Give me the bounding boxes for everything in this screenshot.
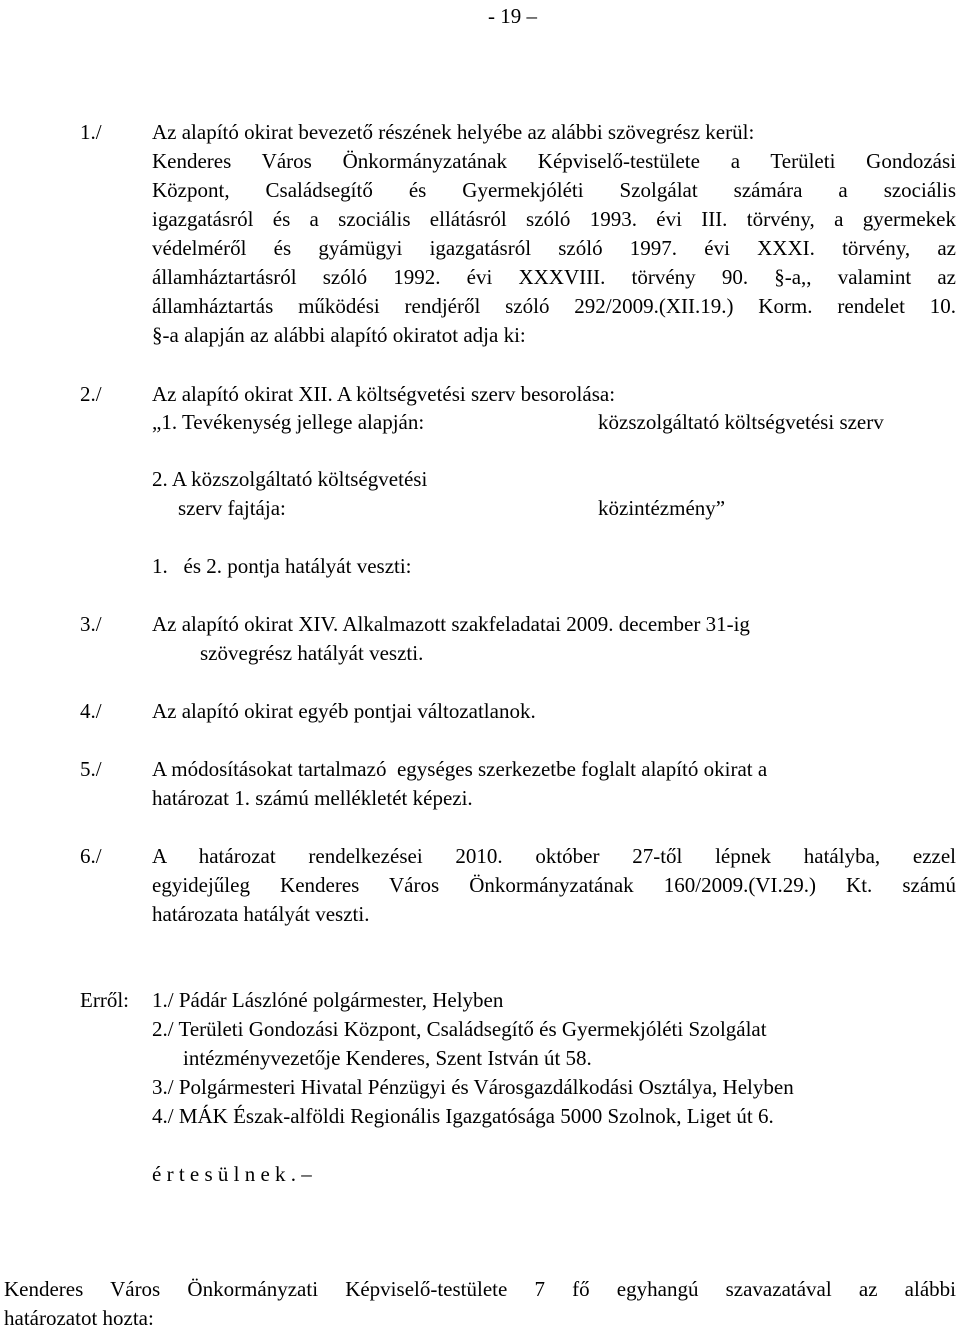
distribution-label: Erről: bbox=[80, 988, 129, 1012]
item-1-line-2: Kenderes Város Önkormányzatának Képviselő-testülete a Területi Gondozási bbox=[152, 149, 956, 173]
distribution-notify: é r t e s ü l n e k . – bbox=[152, 1162, 312, 1186]
distribution-entry-4: 4./ MÁK Észak-alföldi Regionális Igazgatósága 5000 Szolnok, Liget út 6. bbox=[152, 1104, 774, 1128]
item-6-line-1: A határozat rendelkezései 2010. október 27-től lépnek hatályba, ezzel bbox=[152, 844, 956, 868]
distribution-entry-2: 2./ Területi Gondozási Központ, Családsegítő és Gyermekjóléti Szolgálat bbox=[152, 1017, 767, 1041]
item-2-note: 1. és 2. pontja hatályát veszti: bbox=[152, 554, 412, 578]
item-1-line-5: védelméről és gyámügyi igazgatásról szóló 1997. évi XXXI. törvény, az bbox=[152, 236, 956, 260]
item-3-line-1: Az alapító okirat XIV. Alkalmazott szakfeladatai 2009. december 31-ig bbox=[152, 612, 750, 636]
item-5-line-1: A módosításokat tartalmazó egységes szerkezetbe foglalt alapító okirat a bbox=[152, 757, 768, 781]
item-5-number: 5./ bbox=[80, 757, 102, 781]
item-2-heading: Az alapító okirat XII. A költségvetési szerv besorolása: bbox=[152, 382, 616, 406]
closing-line-2: határozatot hozta: bbox=[4, 1306, 154, 1330]
item-2-row2-value: közintézmény” bbox=[598, 496, 726, 520]
closing-line-1: Kenderes Város Önkormányzati Képviselő-testülete 7 fő egyhangú szavazatával az alábbi bbox=[4, 1277, 956, 1301]
item-1-line-1: Az alapító okirat bevezető részének helyébe az alábbi szövegrész kerül: bbox=[152, 120, 755, 144]
page-number: - 19 – bbox=[488, 4, 537, 28]
item-1-line-7: államháztartás működési rendjéről szóló 292/2009.(XII.19.) Korm. rendelet 10. bbox=[152, 294, 956, 318]
item-2-row2-label-1: 2. A közszolgáltató költségvetési bbox=[152, 467, 428, 491]
item-1-line-3: Központ, Családsegítő és Gyermekjóléti Szolgálat számára a szociális bbox=[152, 178, 956, 202]
item-4-line-1: Az alapító okirat egyéb pontjai változatlanok. bbox=[152, 699, 536, 723]
item-1-text bbox=[152, 118, 956, 350]
item-5-line-2: határozat 1. számú mellékletét képezi. bbox=[152, 786, 473, 810]
item-6-line-2: egyidejűleg Kenderes Város Önkormányzatának 160/2009.(VI.29.) Kt. számú bbox=[152, 873, 956, 897]
item-4-number: 4./ bbox=[80, 699, 102, 723]
closing-text bbox=[4, 1275, 956, 1333]
item-1-number: 1./ bbox=[80, 120, 102, 144]
item-2-row2-label-2: szerv fajtája: bbox=[178, 496, 286, 520]
item-6-number: 6./ bbox=[80, 844, 102, 868]
item-2-number: 2./ bbox=[80, 382, 102, 406]
item-1-line-6: államháztartásról szóló 1992. évi XXXVIII. törvény 90. §-a,, valamint az bbox=[152, 265, 956, 289]
item-1-line-8: §-a alapján az alábbi alapító okiratot adja ki: bbox=[152, 323, 526, 347]
item-2-row1-value: közszolgáltató költségvetési szerv bbox=[598, 410, 884, 434]
distribution-entry-1: 1./ Pádár Lászlóné polgármester, Helyben bbox=[152, 988, 504, 1012]
item-3-number: 3./ bbox=[80, 612, 102, 636]
item-6-text bbox=[152, 842, 956, 929]
item-3-line-2: szövegrész hatályát veszti. bbox=[200, 641, 424, 665]
item-1-line-4: igazgatásról és a szociális ellátásról szóló 1993. évi III. törvény, a gyermekek bbox=[152, 207, 956, 231]
item-2-row1-label: „1. Tevékenység jellege alapján: bbox=[152, 410, 425, 434]
distribution-entry-3: 3./ Polgármesteri Hivatal Pénzügyi és Városgazdálkodási Osztálya, Helyben bbox=[152, 1075, 794, 1099]
item-6-line-3: határozata hatályát veszti. bbox=[152, 902, 370, 926]
distribution-entry-2-cont: intézményvezetője Kenderes, Szent István út 58. bbox=[183, 1046, 592, 1070]
